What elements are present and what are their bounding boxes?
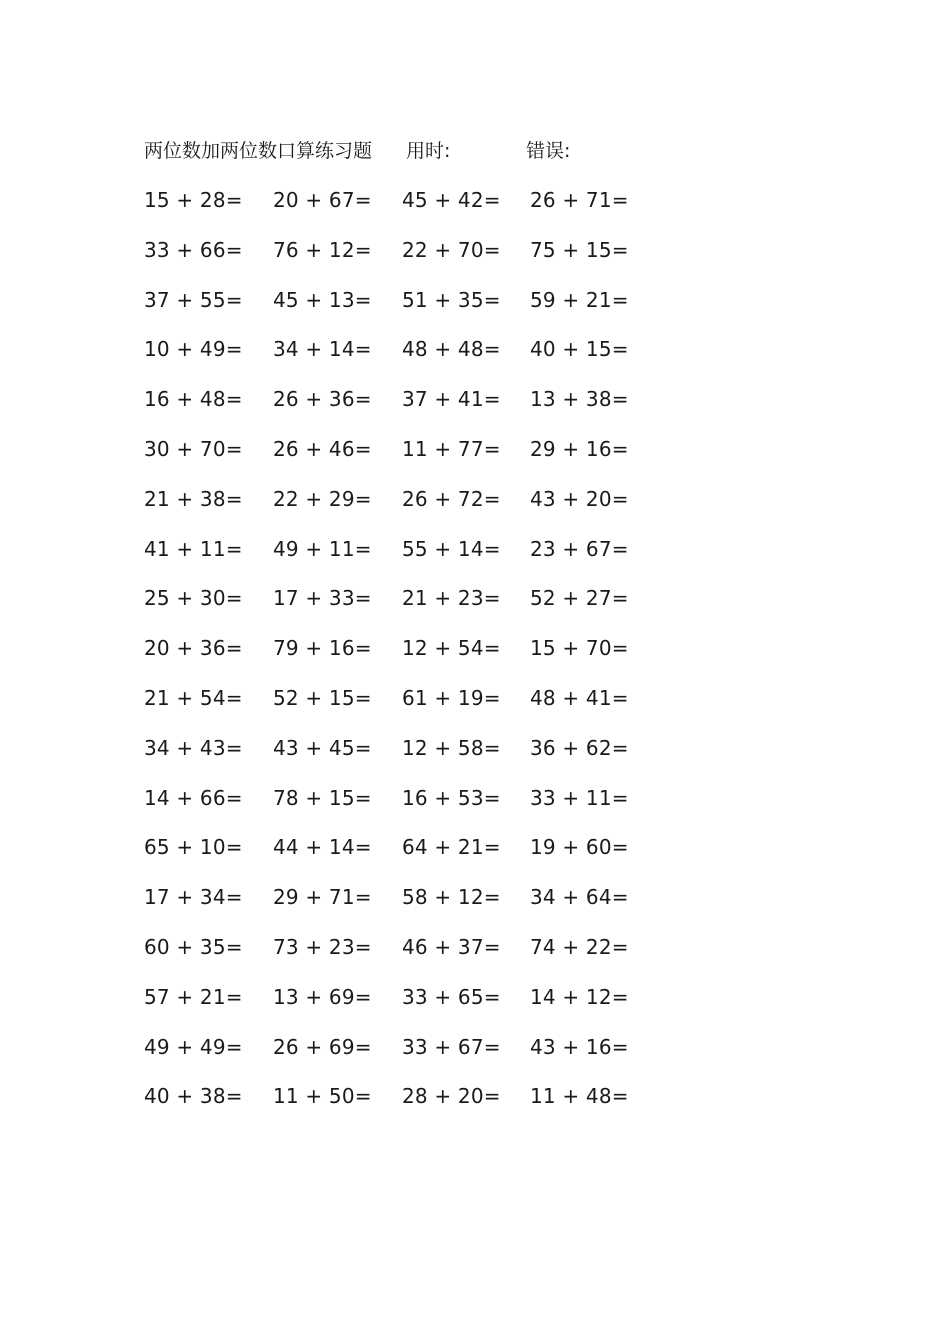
problem-item: 21 + 23=: [402, 586, 501, 611]
problem-item: 34 + 64=: [530, 885, 629, 910]
problem-item: 64 + 21=: [402, 835, 501, 860]
problem-item: 55 + 14=: [402, 536, 501, 561]
problem-item: 33 + 67=: [402, 1034, 501, 1059]
problem-item: 11 + 50=: [273, 1084, 372, 1109]
problem-item: 41 + 11=: [144, 536, 243, 561]
problem-item: 33 + 65=: [402, 984, 501, 1009]
problem-item: 26 + 36=: [273, 387, 372, 412]
problem-row: [144, 1032, 664, 1082]
worksheet-header: [144, 136, 744, 166]
problem-item: 29 + 71=: [273, 885, 372, 910]
problem-row: [144, 285, 664, 335]
problem-item: 73 + 23=: [273, 934, 372, 959]
problem-item: 79 + 16=: [273, 636, 372, 661]
problem-row: [144, 932, 664, 982]
problem-item: 26 + 46=: [273, 436, 372, 461]
problem-item: 11 + 48=: [530, 1084, 629, 1109]
problem-item: 37 + 55=: [144, 287, 243, 312]
problem-row: [144, 384, 664, 434]
problem-item: 16 + 48=: [144, 387, 243, 412]
problem-item: 37 + 41=: [402, 387, 501, 412]
problem-item: 29 + 16=: [530, 436, 629, 461]
problem-item: 17 + 33=: [273, 586, 372, 611]
problem-item: 36 + 62=: [530, 735, 629, 760]
problem-item: 26 + 72=: [402, 486, 501, 511]
problem-item: 22 + 29=: [273, 486, 372, 511]
problem-row: [144, 982, 664, 1032]
problem-item: 52 + 27=: [530, 586, 629, 611]
problem-item: 48 + 48=: [402, 337, 501, 362]
problem-item: 34 + 43=: [144, 735, 243, 760]
problem-item: 16 + 53=: [402, 785, 501, 810]
problem-item: 14 + 66=: [144, 785, 243, 810]
problem-row: [144, 683, 664, 733]
problem-item: 19 + 60=: [530, 835, 629, 860]
problem-item: 17 + 34=: [144, 885, 243, 910]
problem-item: 22 + 70=: [402, 237, 501, 262]
problem-item: 75 + 15=: [530, 237, 629, 262]
problem-row: [144, 1081, 664, 1131]
problem-item: 52 + 15=: [273, 685, 372, 710]
problem-item: 45 + 42=: [402, 188, 501, 212]
problem-row: [144, 434, 664, 484]
problem-item: 48 + 41=: [530, 685, 629, 710]
problem-row: [144, 832, 664, 882]
time-used-label: 用时:: [406, 140, 451, 162]
problem-grid: [144, 185, 664, 1131]
problem-item: 15 + 28=: [144, 188, 243, 212]
problem-row: [144, 185, 664, 235]
problem-item: 58 + 12=: [402, 885, 501, 910]
problem-item: 13 + 38=: [530, 387, 629, 412]
problem-row: [144, 882, 664, 932]
problem-row: [144, 783, 664, 833]
problem-item: 34 + 14=: [273, 337, 372, 362]
problem-item: 49 + 49=: [144, 1034, 243, 1059]
problem-item: 11 + 77=: [402, 436, 501, 461]
worksheet-title: 两位数加两位数口算练习题: [144, 140, 373, 162]
problem-item: 26 + 71=: [530, 188, 629, 212]
problem-item: 33 + 11=: [530, 785, 629, 810]
problem-item: 51 + 35=: [402, 287, 501, 312]
problem-item: 59 + 21=: [530, 287, 629, 312]
problem-row: [144, 733, 664, 783]
problem-item: 15 + 70=: [530, 636, 629, 661]
problem-item: 23 + 67=: [530, 536, 629, 561]
problem-item: 74 + 22=: [530, 934, 629, 959]
problem-item: 76 + 12=: [273, 237, 372, 262]
problem-row: [144, 633, 664, 683]
problem-item: 12 + 54=: [402, 636, 501, 661]
problem-item: 44 + 14=: [273, 835, 372, 860]
problem-item: 10 + 49=: [144, 337, 243, 362]
problem-item: 45 + 13=: [273, 287, 372, 312]
problem-item: 43 + 16=: [530, 1034, 629, 1059]
problem-item: 40 + 15=: [530, 337, 629, 362]
problem-item: 14 + 12=: [530, 984, 629, 1009]
error-count-label: 错误:: [526, 140, 571, 162]
problem-item: 43 + 20=: [530, 486, 629, 511]
problem-item: 61 + 19=: [402, 685, 501, 710]
problem-row: [144, 235, 664, 285]
problem-item: 30 + 70=: [144, 436, 243, 461]
problem-row: [144, 583, 664, 633]
problem-item: 78 + 15=: [273, 785, 372, 810]
problem-row: [144, 334, 664, 384]
problem-item: 60 + 35=: [144, 934, 243, 959]
problem-item: 28 + 20=: [402, 1084, 501, 1109]
problem-item: 49 + 11=: [273, 536, 372, 561]
problem-item: 43 + 45=: [273, 735, 372, 760]
problem-item: 40 + 38=: [144, 1084, 243, 1109]
problem-row: [144, 534, 664, 584]
problem-item: 26 + 69=: [273, 1034, 372, 1059]
problem-item: 57 + 21=: [144, 984, 243, 1009]
problem-item: 13 + 69=: [273, 984, 372, 1009]
problem-item: 12 + 58=: [402, 735, 501, 760]
problem-item: 33 + 66=: [144, 237, 243, 262]
problem-item: 20 + 36=: [144, 636, 243, 661]
problem-row: [144, 484, 664, 534]
problem-item: 46 + 37=: [402, 934, 501, 959]
problem-item: 20 + 67=: [273, 188, 372, 212]
problem-item: 21 + 54=: [144, 685, 243, 710]
problem-item: 21 + 38=: [144, 486, 243, 511]
problem-item: 25 + 30=: [144, 586, 243, 611]
problem-item: 65 + 10=: [144, 835, 243, 860]
